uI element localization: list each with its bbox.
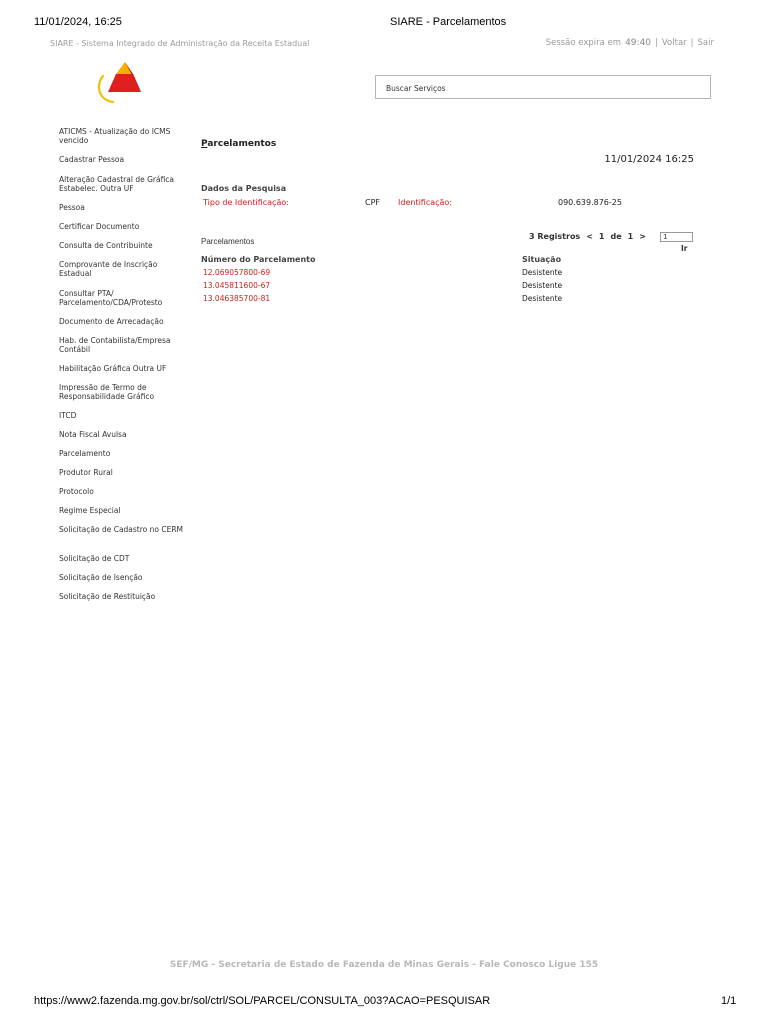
id-label: Identificação: <box>398 198 453 207</box>
sidebar-item[interactable]: Cadastrar Pessoa <box>59 155 125 164</box>
sidebar-item[interactable]: Parcelamento <box>59 449 111 458</box>
sidebar-item[interactable]: Produtor Rural <box>59 468 113 477</box>
sidebar-item[interactable]: Comprovante de Inscrição Estadual <box>59 260 158 278</box>
go-button[interactable]: Ir <box>681 244 688 253</box>
total-pages: 1 <box>627 232 634 241</box>
parcelamento-number-link[interactable]: 12.069057800-69 <box>203 268 271 277</box>
page-title: Parcelamentos <box>201 139 277 149</box>
parcelamento-number-link[interactable]: 13.045811600-67 <box>203 281 271 290</box>
search-data-row <box>203 198 694 210</box>
sidebar-item[interactable]: Solicitação de Isenção <box>59 573 143 582</box>
system-name: SIARE - Sistema Integrado de Administração da Receita Estadual <box>50 39 310 48</box>
parcelamento-status: Desistente <box>522 281 563 290</box>
sidebar-item[interactable]: Impressão de Termo de Responsabilidade Gráfico <box>59 383 155 401</box>
column-header-numero: Número do Parcelamento <box>201 255 316 264</box>
next-page-button[interactable]: > <box>639 232 646 241</box>
session-bar <box>546 38 714 48</box>
column-header-situacao: Situação <box>522 255 562 264</box>
sidebar-item[interactable]: Pessoa <box>59 203 85 212</box>
sidebar-item[interactable]: Solicitação de Restituição <box>59 592 156 601</box>
search-services-input[interactable]: Buscar Serviços <box>375 75 711 99</box>
print-page-title: SIARE - Parcelamentos <box>390 16 507 28</box>
id-type-label: Tipo de Identificação: <box>203 198 289 207</box>
sidebar-item[interactable]: Hab. de Contabilista/Empresa Contábil <box>59 336 171 354</box>
print-datetime: 11/01/2024, 16:25 <box>34 16 122 28</box>
siare-logo[interactable] <box>95 60 141 104</box>
siare-triangle-logo-icon <box>95 60 141 104</box>
parcelamento-status: Desistente <box>522 268 563 277</box>
current-page: 1 <box>598 232 605 241</box>
sidebar-item[interactable]: Consulta de Contribuinte <box>59 241 153 250</box>
sidebar-item[interactable]: ITCD <box>59 411 77 420</box>
sidebar-item[interactable]: Alteração Cadastral de Gráfica Estabelec. Outra UF <box>59 175 175 193</box>
current-datetime: 11/01/2024 16:25 <box>604 154 694 165</box>
site-footer: SEF/MG - Secretaria de Estado de Fazenda de Minas Gerais - Fale Conosco Ligue 155 <box>169 960 599 970</box>
of-label: de <box>610 232 622 241</box>
search-data-title: Dados da Pesquisa <box>201 184 287 193</box>
page-number-input[interactable]: 1 <box>660 232 693 242</box>
exit-link[interactable]: Sair <box>697 38 714 48</box>
session-timer: 49:40 <box>625 38 652 48</box>
sidebar-item[interactable]: Documento de Arrecadação <box>59 317 164 326</box>
prev-page-button[interactable]: < <box>586 232 593 241</box>
pagination <box>529 232 646 241</box>
records-count: 3 Registros <box>529 232 581 241</box>
sidebar-item[interactable]: Habilitação Gráfica Outra UF <box>59 364 167 373</box>
parcelamento-status: Desistente <box>522 294 563 303</box>
back-link[interactable]: Voltar <box>661 38 687 48</box>
sidebar-item[interactable]: ATICMS - Atualização do ICMS vencido <box>59 127 171 145</box>
sidebar-item[interactable]: Nota Fiscal Avulsa <box>59 430 127 439</box>
separator: | <box>655 38 658 48</box>
parcelamentos-title: Parcelamentos <box>201 237 255 246</box>
id-value: 090.639.876-25 <box>558 198 622 207</box>
print-url: https://www2.fazenda.mg.gov.br/sol/ctrl/SOL/PARCEL/CONSULTA_003?ACAO=PESQUISAR <box>34 995 491 1007</box>
sidebar-item[interactable]: Solicitação de CDT <box>59 554 130 563</box>
id-type-value: CPF <box>365 198 381 207</box>
session-label: Sessão expira em <box>545 38 622 48</box>
sidebar-item[interactable]: Regime Especial <box>59 506 121 515</box>
print-page-number: 1/1 <box>721 995 737 1007</box>
sidebar-item[interactable]: Certificar Documento <box>59 222 140 231</box>
sidebar-item[interactable]: Consultar PTA/ Parcelamento/CDA/Protesto <box>59 289 163 307</box>
sidebar-item[interactable]: Solicitação de Cadastro no CERM <box>59 525 184 534</box>
separator: | <box>690 38 694 48</box>
parcelamento-number-link[interactable]: 13.046385700-81 <box>203 294 271 303</box>
sidebar-item[interactable]: Protocolo <box>59 487 94 496</box>
